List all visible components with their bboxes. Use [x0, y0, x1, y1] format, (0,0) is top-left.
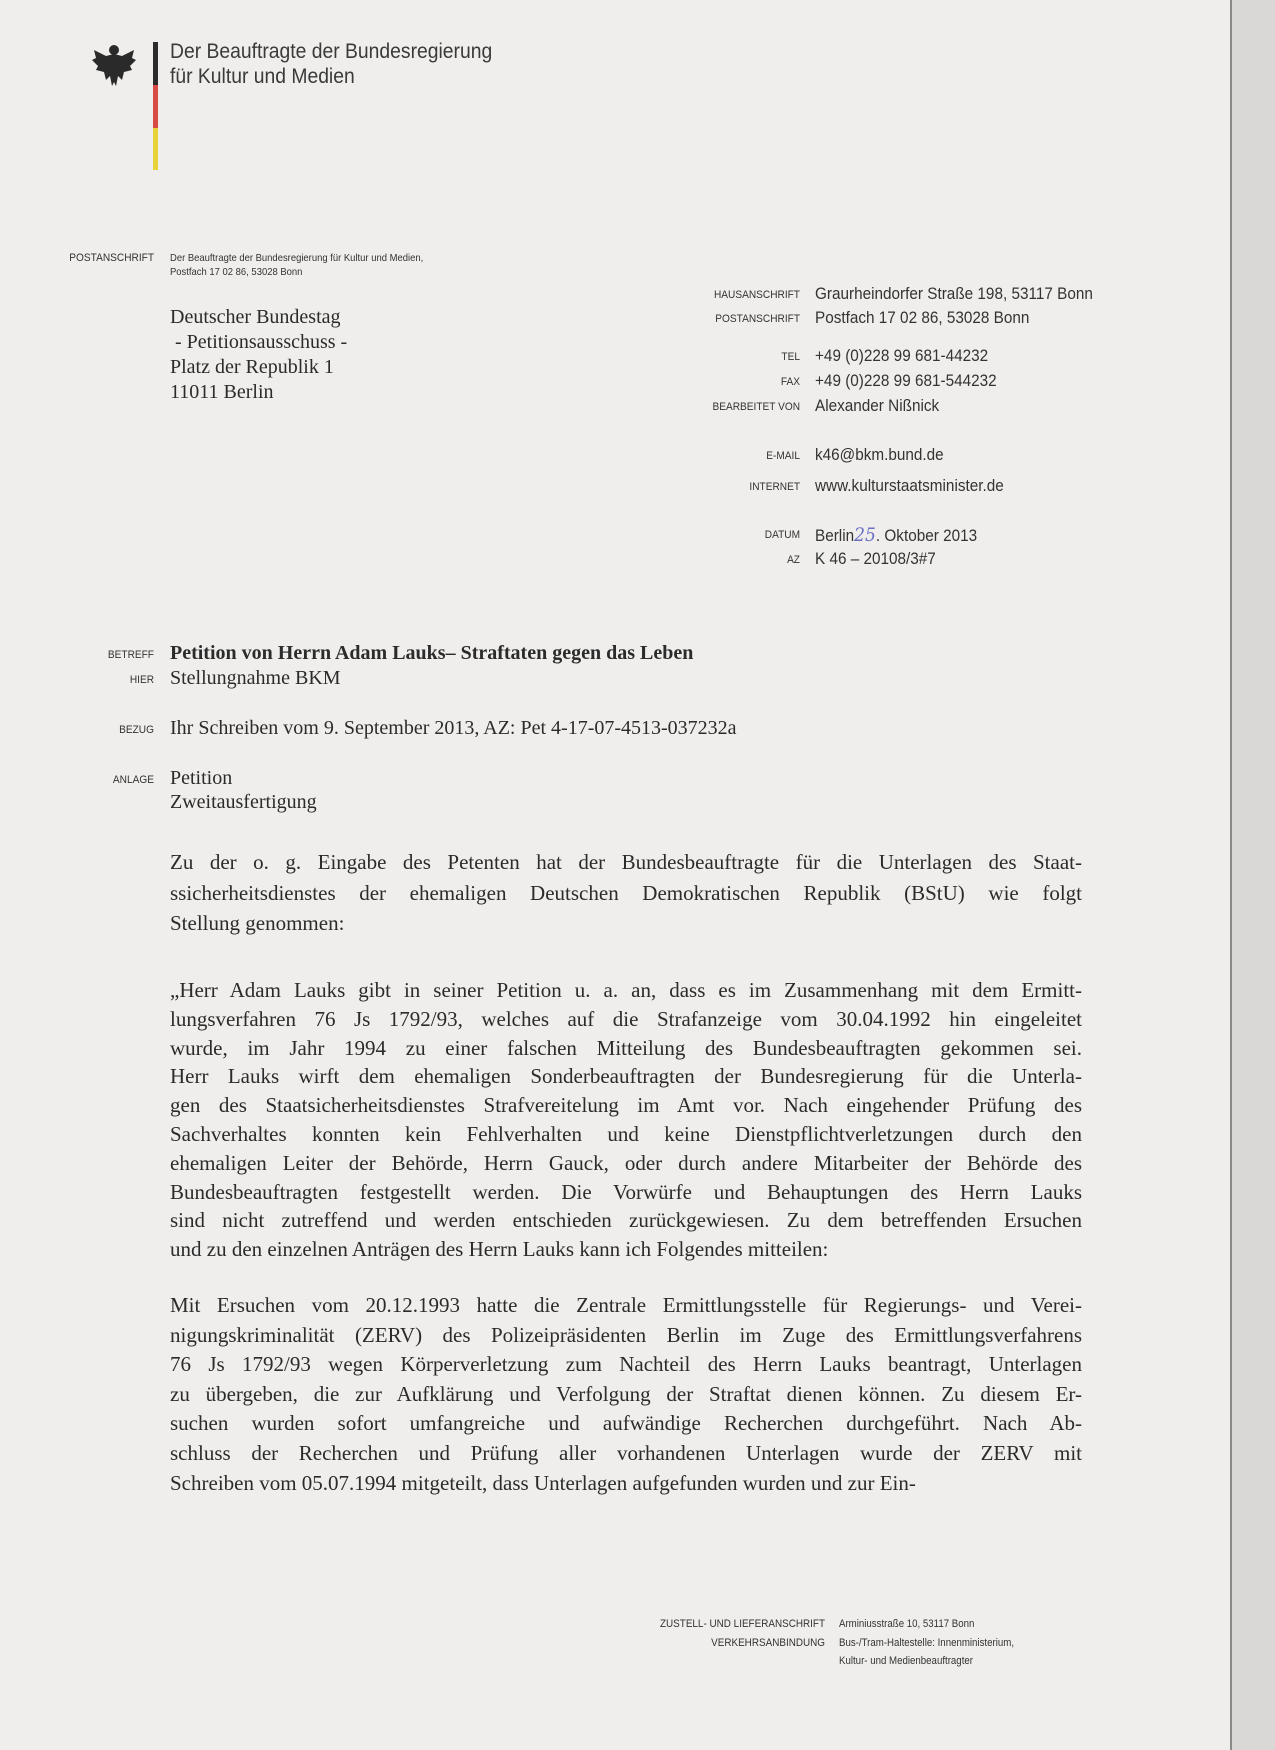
flag-bar-red	[153, 85, 158, 128]
anlage-item: Petition	[170, 767, 233, 789]
date-suffix: . Oktober 2013	[875, 526, 978, 545]
anlage-item: Zweitausfertigung	[170, 791, 317, 813]
date-prefix: Berlin	[815, 526, 855, 545]
body-line: „Herr Adam Lauks gibt in seiner Petition u. a. an, dass es im Zusammenhang mit dem Ermitt-	[170, 978, 1082, 1002]
recipient-line: Deutscher Bundestag	[170, 306, 341, 328]
subject-title: Petition von Herrn Adam Lauks– Straftaten gegen das Leben	[170, 642, 694, 664]
body-line: lungsverfahren 76 Js 1792/93, welches auf die Strafanzeige vom 30.04.1992 hin eingeleitet	[170, 1006, 1082, 1031]
info-label: FAX	[780, 376, 800, 388]
email-link[interactable]: k46@bkm.bund.de	[815, 445, 944, 464]
body-line: sind nicht zutreffend und werden entschieden zurückgewiesen. Zu dem betreffenden Ersuchen	[170, 1208, 1082, 1233]
website-link[interactable]: www.kulturstaatsminister.de	[815, 476, 1004, 495]
transport-label: VERKEHRSANBINDUNG	[711, 1637, 825, 1649]
body-line: nigungskriminalität (ZERV) des Polizeipräsidenten Berlin im Zuge des Ermittlungsverfahrens	[170, 1322, 1082, 1347]
info-value: +49 (0)228 99 681-544232	[815, 371, 997, 390]
flag-bar-gold	[153, 128, 158, 170]
delivery-label: ZUSTELL- UND LIEFERANSCHRIFT	[659, 1618, 825, 1630]
body-line: ssicherheitsdienstes der ehemaligen Deutschen Demokratischen Republik (BStU) wie folgt	[170, 880, 1082, 905]
body-line: wurde, im Jahr 1994 zu einer falschen Mitteilung des Bundesbeauftragten gekommen sei.	[170, 1035, 1082, 1060]
info-label: BEARBEITET VON	[712, 401, 800, 413]
federal-eagle-icon	[92, 42, 136, 88]
recipient-line: Platz der Republik 1	[170, 356, 334, 378]
info-label: TEL	[781, 351, 800, 363]
info-label: POSTANSCHRIFT	[715, 313, 800, 325]
info-value: Postfach 17 02 86, 53028 Bonn	[815, 308, 1030, 327]
letterhead-title-line2: für Kultur und Medien	[170, 65, 355, 88]
body-line: suchen wurden sofort umfangreiche und aufwändige Recherchen durchgeführt. Nach Ab-	[170, 1411, 1082, 1436]
anlage-label: ANLAGE	[112, 774, 154, 786]
return-address-label: POSTANSCHRIFT	[69, 252, 154, 264]
body-line: Herr Lauks wirft dem ehemaligen Sonderbeauftragten der Bundesregierung für die Unterla-	[170, 1064, 1082, 1089]
recipient-line: 11011 Berlin	[170, 381, 274, 403]
body-line: 76 Js 1792/93 wegen Körperverletzung zum Nachteil des Herrn Lauks beantragt, Unterlagen	[170, 1352, 1082, 1377]
body-line: und zu den einzelnen Anträgen des Herrn Lauks kann ich Folgendes mitteilen:	[170, 1237, 829, 1262]
body-line: Mit Ersuchen vom 20.12.1993 hatte die Zentrale Ermittlungsstelle für Regierungs- und Verei-	[170, 1293, 1082, 1317]
betreff-label: BETREFF	[107, 649, 154, 661]
body-line: Stellung genommen:	[170, 911, 345, 936]
hier-value: Stellungnahme BKM	[170, 667, 341, 689]
az-label: AZ	[787, 554, 800, 566]
body-line: ehemaligen Leiter der Behörde, Herrn Gauck, oder durch andere Mitarbeiter der Behörde des	[170, 1150, 1082, 1175]
body-line: Schreiben vom 05.07.1994 mitgeteilt, dass Unterlagen aufgefunden wurden und zur Ein-	[170, 1470, 916, 1495]
date-value	[815, 524, 977, 546]
date-label: DATUM	[764, 529, 800, 541]
recipient-line: - Petitionsausschuss -	[170, 331, 348, 353]
return-address-line2: Postfach 17 02 86, 53028 Bonn	[170, 266, 303, 278]
body-line: gen des Staatsicherheitsdienstes Strafvereitelung im Amt vor. Nach eingehender Prüfung des	[170, 1093, 1082, 1118]
body-line: schluss der Recherchen und Prüfung aller vorhandenen Unterlagen wurde der ZERV mit	[170, 1441, 1082, 1465]
info-value: Alexander Nißnick	[815, 396, 940, 415]
transport-value: Bus-/Tram-Haltestelle: Innenministerium,	[839, 1637, 1015, 1649]
info-value: +49 (0)228 99 681-44232	[815, 346, 989, 365]
info-value: Graurheindorfer Straße 198, 53117 Bonn	[815, 284, 1093, 303]
handwritten-day: 25	[854, 524, 876, 546]
body-line: Zu der o. g. Eingabe des Petenten hat der Bundesbeauftragte für die Unterlagen des Staat-	[170, 850, 1082, 874]
flag-bar-black	[153, 42, 158, 85]
letterhead-title-line1: Der Beauftragte der Bundesregierung	[170, 40, 493, 63]
bezug-value: Ihr Schreiben vom 9. September 2013, AZ: Pet 4-17-07-4513-037232a	[170, 717, 737, 739]
body-line: Bundesbeauftragten festgestellt werden. Die Vorwürfe und Behauptungen des Herrn Lauks	[170, 1179, 1082, 1204]
return-address-line1: Der Beauftragte der Bundesregierung für Kultur und Medien,	[170, 252, 424, 264]
info-label: INTERNET	[749, 481, 800, 493]
transport-value: Kultur- und Medienbeauftragter	[839, 1655, 973, 1667]
bezug-label: BEZUG	[119, 724, 154, 736]
hier-label: HIER	[129, 674, 154, 686]
body-line: Sachverhaltes konnten kein Fehlverhalten und keine Dienstpflichtverletzungen durch den	[170, 1122, 1082, 1146]
info-label: HAUSANSCHRIFT	[713, 289, 800, 301]
delivery-value: Arminiusstraße 10, 53117 Bonn	[839, 1618, 975, 1630]
az-value: K 46 – 20108/3#7	[815, 549, 936, 568]
body-line: zu übergeben, die zur Aufklärung und Verfolgung der Straftat dienen können. Zu diesem Er-	[170, 1381, 1082, 1406]
info-label: E-MAIL	[766, 450, 800, 462]
